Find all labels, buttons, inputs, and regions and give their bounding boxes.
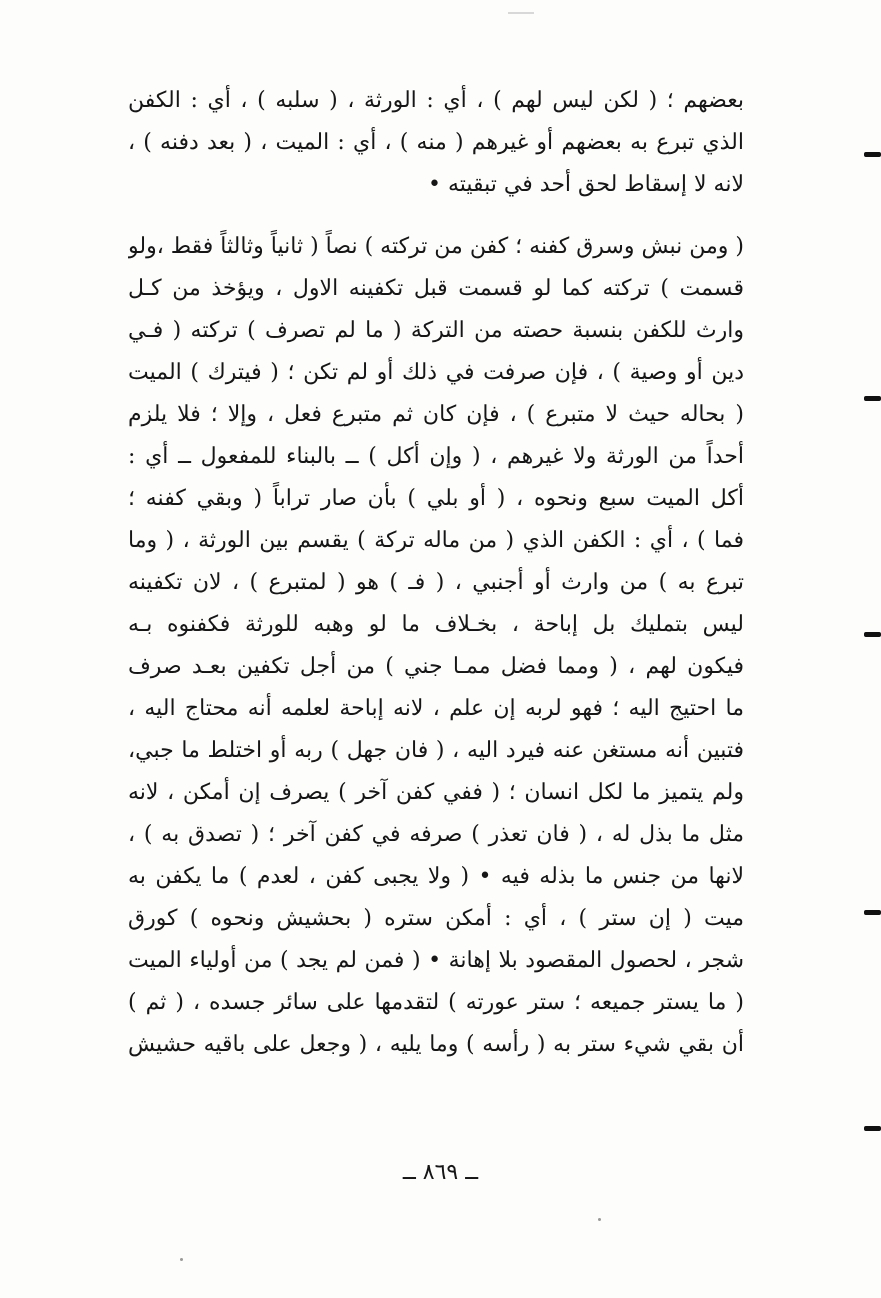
text-line: مثل ما بذل له ، ( فان تعذر ) صرفه في كفن آخر ؛ ( تصدق به ) ، [128, 822, 744, 847]
page-number: ــ ٨٦٩ ــ [402, 1160, 479, 1185]
text-line: ( ما يستر جميعه ؛ ستر عورته ) لتقدمها على سائر جسده ، ( ثم ) [128, 990, 744, 1015]
scan-smudge [508, 12, 534, 14]
margin-mark [864, 396, 881, 401]
paragraph-1 [128, 80, 744, 206]
text-line: ميت ( إن ستر ) ، أي : أمكن ستره ( بحشيش ونحوه ) كورق [128, 906, 744, 931]
text-line: ( ومن نبش وسرق كفنه ؛ كفن من تركته ) نصاً ( ثانياً وثالثاً فقط ،ولو [128, 234, 744, 259]
text-line: ولم يتميز ما لكل انسان ؛ ( ففي كفن آخر ) يصرف إن أمكن ، لانه [128, 780, 744, 805]
text-line: وارث للكفن بنسبة حصته من التركة ( ما لم تصرف ) تركته ( فـي [128, 318, 744, 343]
text-line: قسمت ) تركته كما لو قسمت قبل تكفينه الاول ، ويؤخذ من كـل [128, 276, 744, 301]
scan-speck [598, 1218, 601, 1221]
text-line: ( بحاله حيث لا متبرع ) ، فإن كان ثم متبرع فعل ، وإلا ؛ فلا يلزم [128, 402, 744, 427]
text-line: تبرع به ) من وارث أو أجنبي ، ( فـ ) هو ( لمتبرع ) ، لان تكفينه [128, 570, 744, 595]
text-line: بعضهم ؛ ( لكن ليس لهم ) ، أي : الورثة ، ( سلبه ) ، أي : الكفن [128, 88, 744, 113]
margin-mark [864, 632, 881, 637]
margin-mark [864, 152, 881, 157]
text-line: لانه لا إسقاط لحق أحد في تبقيته • [428, 172, 744, 197]
text-line: أن بقي شيء ستر به ( رأسه ) وما يليه ، ( وجعل على باقيه حشيش [128, 1032, 744, 1057]
text-line: الذي تبرع به بعضهم أو غيرهم ( منه ) ، أي : الميت ، ( بعد دفنه ) ، [128, 130, 744, 155]
text-line: ما احتيج اليه ؛ فهو لربه إن علم ، لانه إباحة لعلمه أنه محتاج اليه ، [128, 696, 744, 721]
scan-speck [180, 1258, 183, 1261]
text-line: شجر ، لحصول المقصود بلا إهانة • ( فمن لم يجد ) من أولياء الميت [128, 948, 744, 973]
text-line: ليس بتمليك بل إباحة ، بخـلاف ما لو وهبه للورثة فكفنوه بـه [128, 612, 744, 637]
text-line: أحداً من الورثة ولا غيرهم ، ( وإن أكل ) ــ بالبناء للمفعول ــ أي : [128, 444, 744, 469]
margin-mark [864, 910, 881, 915]
margin-mark [864, 1126, 881, 1131]
text-line: لانها من جنس ما بذله فيه • ( ولا يجبى كفن ، لعدم ) ما يكفن به [128, 864, 744, 889]
text-line: دين أو وصية ) ، فإن صرفت في ذلك أو لم تكن ؛ ( فيترك ) الميت [128, 360, 744, 385]
text-line: أكل الميت سبع ونحوه ، ( أو بلي ) بأن صار تراباً ( وبقي كفنه ؛ [128, 486, 744, 511]
text-line: فيكون لهم ، ( ومما فضل ممـا جني ) من أجل تكفين بعـد صرف [128, 654, 744, 679]
paragraph-2 [128, 226, 744, 1066]
text-line: فتبين أنه مستغن عنه فيرد اليه ، ( فان جهل ) ربه أو اختلط ما جبي، [128, 738, 744, 763]
text-line: فما ) ، أي : الكفن الذي ( من ماله تركة ) يقسم بين الورثة ، ( وما [128, 528, 744, 553]
